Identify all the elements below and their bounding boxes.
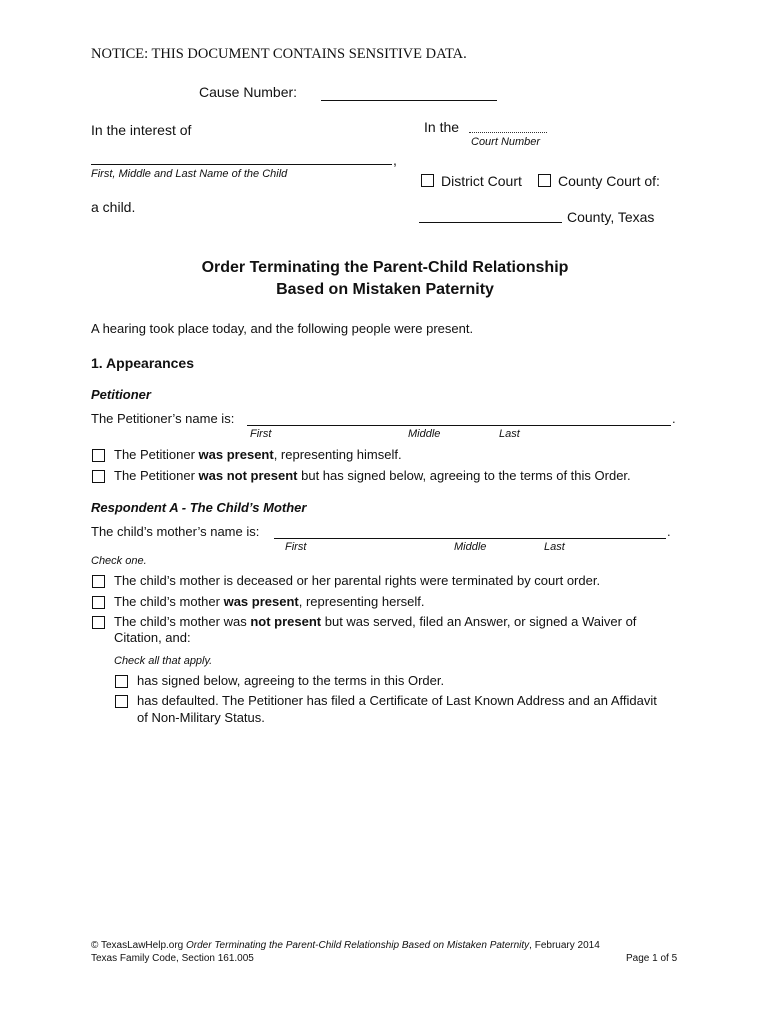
order-title-line1: Order Terminating the Parent-Child Relationship: [201, 259, 569, 276]
county-texas-label: County, Texas: [567, 209, 655, 225]
mother-defaulted-checkbox[interactable]: [115, 695, 128, 708]
in-the-label: In the: [424, 119, 460, 135]
petitioner-not-present-label: The Petitioner was not present but has signed below, agreeing to the terms of this Order.: [114, 468, 631, 483]
petitioner-name-label: The Petitioner’s name is:: [91, 411, 235, 426]
county-court-checkbox[interactable]: [538, 174, 551, 187]
in-interest-of-label: In the interest of: [91, 122, 192, 138]
mother-not-present-label: The child’s mother was not present but was served, filed an Answer, or signed a Waiver of: [114, 614, 637, 629]
county-name-field[interactable]: [419, 222, 562, 223]
hearing-intro: A hearing took place today, and the following people were present.: [91, 321, 474, 336]
petitioner-present-label: The Petitioner was present, representing himself.: [114, 447, 402, 462]
child-name-field[interactable]: [91, 164, 392, 165]
petitioner-present-checkbox[interactable]: [92, 449, 105, 462]
sensitive-data-notice: NOTICE: THIS DOCUMENT CONTAINS SENSITIVE DATA.: [91, 46, 467, 62]
petitioner-name-period: .: [672, 411, 676, 426]
mother-not-present-checkbox[interactable]: [92, 616, 105, 629]
mother-first-caption: First: [285, 541, 307, 553]
petitioner-not-present-checkbox[interactable]: [92, 470, 105, 483]
appearances-heading: 1. Appearances: [91, 355, 194, 371]
petitioner-middle-caption: Middle: [408, 428, 441, 440]
mother-present-checkbox[interactable]: [92, 596, 105, 609]
mother-signed-label: has signed below, agreeing to the terms in this Order.: [137, 673, 445, 688]
mother-present-label: The child’s mother was present, representing herself.: [114, 594, 425, 609]
footer-code: Texas Family Code, Section 161.005: [91, 953, 254, 964]
respondent-a-heading: Respondent A - The Child’s Mother: [91, 500, 307, 515]
mother-defaulted-label-line2: of Non-Military Status.: [137, 710, 265, 725]
a-child-label: a child.: [91, 199, 136, 215]
order-title-line2: Based on Mistaken Paternity: [276, 281, 494, 298]
district-court-label: District Court: [441, 173, 522, 189]
cause-number-label: Cause Number:: [199, 84, 298, 100]
mother-last-caption: Last: [544, 541, 565, 553]
court-number-field[interactable]: [469, 132, 547, 133]
mother-middle-caption: Middle: [454, 541, 487, 553]
mother-signed-checkbox[interactable]: [115, 675, 128, 688]
petitioner-heading: Petitioner: [91, 387, 151, 402]
court-number-caption: Court Number: [471, 136, 541, 148]
child-name-comma: ,: [393, 152, 397, 168]
petitioner-last-caption: Last: [499, 428, 520, 440]
mother-name-label: The child’s mother’s name is:: [91, 524, 260, 539]
cause-number-field[interactable]: [321, 100, 497, 101]
check-all-note: Check all that apply.: [114, 655, 213, 667]
footer-copyright: © TexasLawHelp.org Order Terminating the Parent-Child Relationship Based on Mistaken Paternity, February 2014: [91, 940, 600, 951]
mother-deceased-checkbox[interactable]: [92, 575, 105, 588]
mother-not-present-label-line2: Citation, and:: [114, 630, 191, 645]
district-court-checkbox[interactable]: [421, 174, 434, 187]
check-one-note: Check one.: [91, 555, 147, 567]
mother-name-period: .: [667, 524, 671, 539]
petitioner-name-field[interactable]: [247, 425, 671, 426]
petitioner-first-caption: First: [250, 428, 272, 440]
mother-deceased-label: The child’s mother is deceased or her parental rights were terminated by court order.: [114, 573, 601, 588]
footer-page-number: Page 1 of 5: [626, 953, 678, 964]
mother-defaulted-label: has defaulted. The Petitioner has filed a Certificate of Last Known Address and an Affidavit: [137, 693, 657, 708]
child-name-caption: First, Middle and Last Name of the Child: [91, 168, 288, 180]
mother-name-field[interactable]: [274, 538, 666, 539]
county-court-label: County Court of:: [558, 173, 660, 189]
